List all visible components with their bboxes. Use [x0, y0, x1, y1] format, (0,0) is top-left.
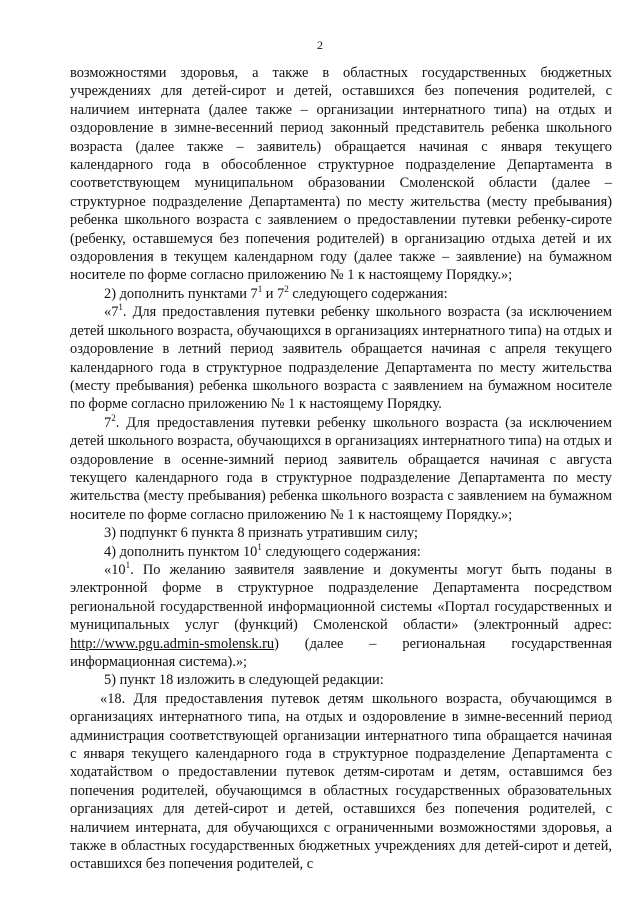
clause-7-1-text: . Для предоставления путевки ребенку школьного возраста (за исключением детей школьного возраста, обучающихся в организациях интернатного типа) на отдых и оздоровление в летний период заявитель обращается начиная с апреля текущего календарного года в структурное подразделение Департамента по месту жительства (месту пребывания) ребенка школьного возраста с заявлением на бумажном носителе по форме согласно приложению № 1 к настоящему Порядку. — [70, 304, 612, 413]
paragraph-item-3: 3) подпункт 6 пункта 8 признать утратившим силу; — [104, 525, 418, 542]
clause-7-1-superscript: 1 — [118, 302, 123, 313]
paragraph-10-1 — [70, 561, 612, 671]
item-4-text-a: 4) дополнить пунктом 10 — [104, 543, 258, 560]
item-2-text-b: и 7 — [262, 285, 285, 302]
portal-link[interactable]: http://www.pgu.admin-smolensk.ru — [70, 635, 275, 652]
clause-10-1-text: . По желанию заявителя заявление и документы могут быть поданы в электронной форме в структурное подразделение Департамента посредством региональной государственной информационной системы «Портал государственных и муниципальных услуг (функций) Смоленской области» (электронный адрес: — [70, 561, 612, 634]
paragraph-7-1 — [70, 303, 612, 413]
page-number: 2 — [317, 38, 323, 52]
item-4-superscript: 1 — [257, 541, 262, 552]
clause-7-1-number: «7 — [104, 304, 119, 321]
clause-10-1-superscript: 1 — [125, 559, 131, 570]
paragraph-continuation: возможностями здоровья, а также в областных государственных бюджетных учреждениях для детей-сирот и детей, оставшихся без попечения родителей, с наличием интерната (далее также – организации интернатного типа) на отдых и оздоровление в зимне-весенний период законный представитель ребенка школьного возраста (далее также – заявитель) обращается начиная с января текущего календарного года в обособленное структурное подразделение Департамента в соответствующем муниципальном образовании Смоленской области (далее – структурное подразделение Департамента) по месту жительства (месту пребывания) ребенка школьного возраста с заявлением о предоставлении путевки ребенку-сироте (ребенку, оставшемуся без попечения родителей) в организацию отдыха детей и их оздоровления в текущем календарном году (далее также – заявление) на бумажном носителе по форме согласно приложению № 1 к настоящему Порядку.»; — [70, 65, 612, 284]
paragraph-item-2 — [70, 285, 612, 303]
paragraph-18: «18. Для предоставления путевок детям школьного возраста, обучающимся в организациях интернатного типа, на отдых и оздоровление в зимне-весенний период администрация соответствующей организации интернатного типа обращается начиная с января текущего календарного года в структурное подразделение Департамента с ходатайством о предоставлении путевок детям-сиротам и детям, оставшимся без попечения родителей, обучающимся в областных государственных образовательных организациях для детей-сирот и детей, оставшихся без попечения родителей, с наличием интерната, для обучающихся с ограниченными возможностями здоровья, а также в областных государственных бюджетных учреждениях для детей-сирот и детей, оставшихся без попечения родителей, с — [70, 690, 612, 873]
clause-7-2-number: 7 — [104, 414, 112, 431]
item-2-text-a: 2) дополнить пунктами 7 — [104, 285, 258, 302]
paragraph-item-5: 5) пункт 18 изложить в следующей редакции: — [104, 672, 384, 689]
clause-7-2-text: . Для предоставления путевки ребенку школьного возраста (за исключением детей школьного возраста, обучающихся в организациях интернатного типа) на отдых и оздоровление в осенне-зимний период заявитель обращается начиная с августа текущего календарного года в структурное подразделение Департамента по месту жительства (месту пребывания) ребенка школьного возраста с заявлением на бумажном носителе по форме согласно приложению № 1 к настоящему Порядку.»; — [70, 414, 612, 523]
document-body — [70, 64, 612, 874]
item-2-superscript-1: 1 — [257, 283, 263, 294]
item-4-text-b: следующего содержания: — [261, 543, 421, 560]
paragraph-7-2 — [70, 414, 612, 524]
clause-10-1-number: «10 — [104, 561, 126, 578]
paragraph-item-4 — [70, 543, 612, 561]
item-2-superscript-2: 2 — [284, 283, 289, 294]
item-2-text-c: следующего содержания: — [288, 285, 448, 302]
clause-10-1-tail: ) (далее – региональная государственная информационная система).»; — [70, 635, 612, 670]
clause-7-2-superscript: 2 — [111, 412, 116, 423]
